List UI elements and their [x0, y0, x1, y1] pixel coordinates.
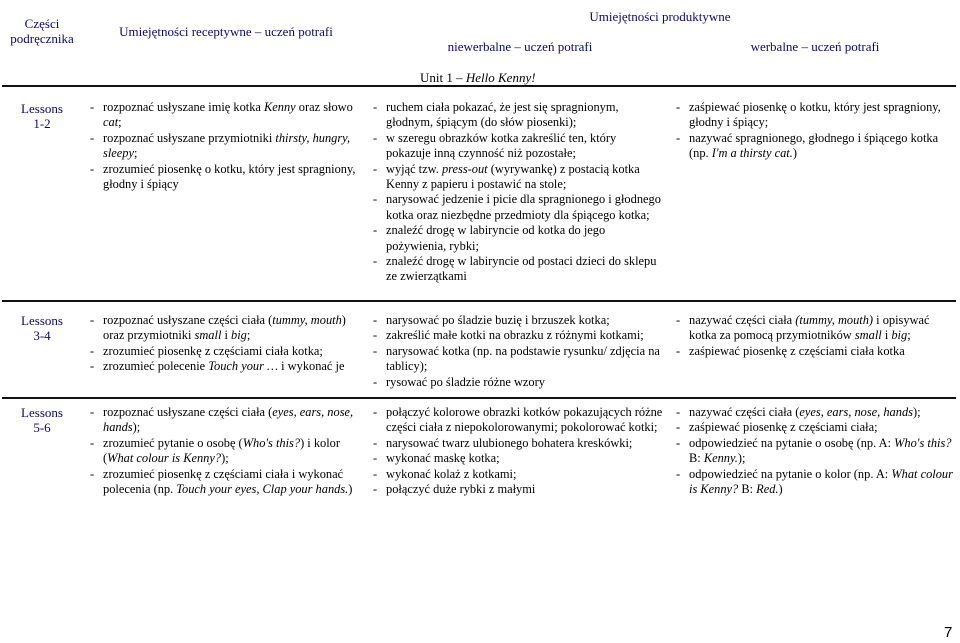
list-item: - wykonać kolaż z kotkami; [373, 467, 663, 482]
row-2-receptive [90, 313, 358, 375]
list-item: - zrozumieć pytanie o osobę (Who's this?) i kolor (What colour is Kenny?); [90, 436, 358, 467]
list-item: - ruchem ciała pokazać, że jest się spragnionym, głodnym, śpiącym (do słów piosenki); [373, 100, 663, 131]
list-item: - odpowiedzieć na pytanie o kolor (np. A: What colour is Kenny? B: Red.) [676, 467, 958, 498]
header-nonverbal: niewerbalne – uczeń potrafi [447, 39, 593, 54]
list-item: - rozpoznać usłyszane imię kotka Kenny oraz słowo cat; [90, 100, 358, 131]
lesson-label: Lessons [21, 313, 63, 328]
row-1-receptive [90, 100, 358, 192]
list-item: - nazywać części ciała (tummy, mouth) i opisywać kotka za pomocą przymiotników small i big; [676, 313, 958, 344]
list-item: - zrozumieć piosenkę z częściami ciała kotka; [90, 344, 358, 359]
lesson-number: 3-4 [33, 328, 51, 344]
separator-row-1 [2, 300, 956, 302]
unit-name: Hello Kenny! [465, 70, 536, 85]
list-item: - zaśpiewać piosenkę o kotku, który jest spragniony, głodny i śpiący; [676, 100, 958, 131]
list-item: - wykonać maskę kotka; [373, 451, 663, 466]
lesson-label: Lessons [21, 405, 63, 420]
row-3-receptive [90, 405, 358, 497]
row-2-verbal [676, 313, 958, 359]
list-item: - narysować jedzenie i picie dla spragnionego i głodnego kotka oraz niezbędne przedmioty dla śpiącego kotka; [373, 192, 663, 223]
list-item: - w szeregu obrazków kotka zakreślić ten, który pokazuje inną czynność niż pozostałe; [373, 131, 663, 162]
row-2-nonverbal [373, 313, 663, 390]
unit-prefix: Unit 1 – [420, 70, 466, 85]
header-verbal: werbalne – uczeń potrafi [750, 39, 880, 54]
row-1-verbal [676, 100, 958, 162]
header-productive: Umiejętności produktywne [589, 9, 731, 24]
list-item: - narysować kotka (np. na podstawie rysunku/ zdjęcia na tablicy); [373, 344, 663, 375]
list-item: - rozpoznać usłyszane części ciała (eyes, ears, nose, hands); [90, 405, 358, 436]
list-item: - znaleźć drogę w labiryncie od postaci dzieci do sklepu ze zwierzątkami [373, 254, 663, 285]
separator-unit [2, 85, 956, 87]
list-item: - zaśpiewać piosenkę z częściami ciała kotka [676, 344, 958, 359]
list-item: - nazywać spragnionego, głodnego i śpiącego kotka (np. I'm a thirsty cat.) [676, 131, 958, 162]
lesson-label-3-4 [2, 313, 82, 344]
lesson-label-1-2 [2, 101, 82, 132]
list-item: - znaleźć drogę w labiryncie od kotka do jego pożywienia, rybki; [373, 223, 663, 254]
list-item: - nazywać części ciała (eyes, ears, nose, hands); [676, 405, 958, 420]
list-item: - narysować twarz ulubionego bohatera kreskówki; [373, 436, 663, 451]
header-receptive: Umiejętności receptywne – uczeń potrafi [119, 24, 333, 39]
list-item: - zrozumieć polecenie Touch your … i wykonać je [90, 359, 358, 374]
list-item: - rozpoznać usłyszane części ciała (tummy, mouth) oraz przymiotniki small i big; [90, 313, 358, 344]
list-item: - zakreślić małe kotki na obrazku z różnymi kotkami; [373, 328, 663, 343]
row-1-nonverbal [373, 100, 663, 285]
list-item: - zaśpiewać piosenkę z częściami ciała; [676, 420, 958, 435]
list-item: - zrozumieć piosenkę o kotku, który jest spragniony, głodny i śpiący [90, 162, 358, 193]
list-item: - odpowiedzieć na pytanie o osobę (np. A: Who's this? B: Kenny.); [676, 436, 958, 467]
list-item: - narysować po śladzie buzię i brzuszek kotka; [373, 313, 663, 328]
unit-title [420, 70, 550, 85]
row-3-nonverbal [373, 405, 663, 497]
list-item: - połączyć duże rybki z małymi [373, 482, 663, 497]
lesson-number: 5-6 [33, 420, 51, 436]
header-parts: Części podręcznika [10, 16, 74, 46]
list-item: - połączyć kolorowe obrazki kotków pokazujących różne części ciała z niepokolorowanymi; pokolorować kotki; [373, 405, 663, 436]
list-item: - zrozumieć piosenkę z częściami ciała i wykonać polecenia (np. Touch your eyes, Clap your hands.) [90, 467, 358, 498]
list-item: - rozpoznać usłyszane przymiotniki thirsty, hungry, sleepy; [90, 131, 358, 162]
list-item: - rysować po śladzie różne wzory [373, 375, 663, 390]
lesson-label: Lessons [21, 101, 63, 116]
row-3-verbal [676, 405, 958, 497]
lesson-label-5-6 [2, 405, 82, 436]
page-number: 7 [944, 624, 953, 641]
lesson-number: 1-2 [33, 116, 51, 132]
separator-row-2 [2, 397, 956, 399]
list-item: - wyjąć tzw. press-out (wyrywankę) z postacią kotka Kenny z papieru i postawić na stole; [373, 162, 663, 193]
